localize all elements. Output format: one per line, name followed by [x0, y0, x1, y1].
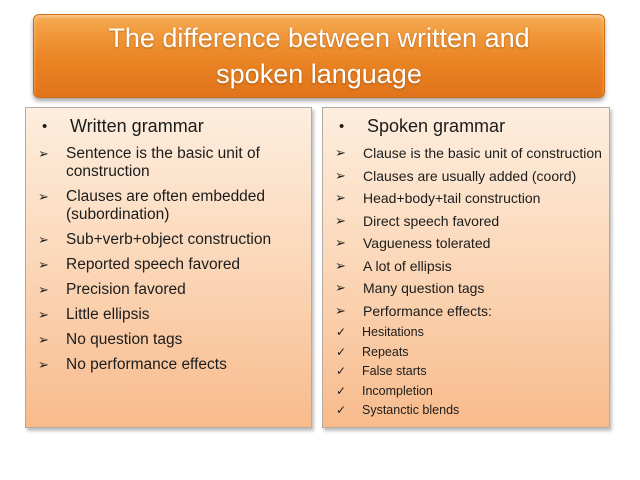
list-item — [331, 168, 605, 185]
column-heading-text: Spoken grammar — [367, 116, 506, 136]
list-item-text: Incompletion — [362, 383, 433, 398]
list-item — [34, 256, 307, 274]
arrow-bullet-icon: ➢ — [335, 167, 346, 183]
list-item-text: Hesitations — [362, 325, 424, 339]
check-icon: ✓ — [336, 344, 347, 359]
arrow-bullet-icon: ➢ — [335, 145, 346, 160]
arrow-bullet-icon: ➢ — [38, 307, 49, 322]
list-item — [331, 403, 605, 418]
list-item-text: No performance effects — [66, 356, 227, 373]
list-item-text: Clauses are usually added (coord) — [363, 167, 577, 184]
check-icon: ✓ — [336, 383, 347, 398]
list-item-text: Repeats — [362, 344, 409, 359]
check-icon: ✓ — [336, 364, 347, 378]
list-item-text: No question tags — [66, 331, 183, 348]
list-item-text: Head+body+tail construction — [363, 190, 541, 206]
list-item — [34, 281, 307, 299]
list-item — [331, 325, 605, 340]
column-heading — [34, 116, 307, 137]
list-item — [331, 235, 605, 252]
arrow-bullet-icon: ➢ — [38, 332, 49, 347]
list-item — [34, 331, 307, 349]
list-item-text: Clause is the basic unit of construction — [363, 145, 602, 161]
arrow-bullet-icon: ➢ — [38, 189, 49, 204]
list-item — [34, 145, 307, 181]
arrow-bullet-icon: ➢ — [38, 146, 49, 161]
slide-title-line-2: spoken language — [216, 59, 422, 89]
list-item — [331, 280, 605, 297]
list-item-text: Sub+verb+object construction — [66, 231, 272, 248]
bullet-icon: • — [339, 118, 345, 135]
list-item-text: Precision favored — [66, 281, 186, 298]
list-item — [331, 345, 605, 360]
arrow-bullet-icon: ➢ — [335, 302, 346, 318]
arrow-bullet-icon: ➢ — [335, 257, 346, 273]
list-item — [331, 258, 605, 275]
arrow-bullet-icon: ➢ — [335, 212, 346, 228]
check-icon: ✓ — [336, 403, 347, 417]
list-item — [34, 231, 307, 249]
list-item-text: Clauses are often embedded (subordination) — [66, 188, 266, 223]
list-item — [34, 356, 307, 374]
spoken-grammar-panel — [322, 107, 610, 428]
list-item — [34, 306, 307, 324]
column-heading — [331, 116, 605, 137]
check-icon: ✓ — [336, 325, 347, 339]
slide-title — [33, 14, 605, 98]
slide-title-line-1: The difference between written and — [108, 23, 530, 53]
arrow-bullet-icon: ➢ — [38, 257, 49, 272]
list-item-text: Systanctic blends — [362, 403, 460, 417]
list-item — [331, 364, 605, 379]
list-item-text: False starts — [362, 364, 427, 378]
arrow-bullet-icon: ➢ — [335, 235, 346, 250]
list-item-text: Performance effects: — [363, 302, 492, 319]
arrow-bullet-icon: ➢ — [38, 282, 49, 297]
arrow-bullet-icon: ➢ — [335, 280, 346, 295]
list-item-text: Direct speech favored — [363, 212, 500, 229]
list-item — [331, 384, 605, 399]
arrow-bullet-icon: ➢ — [38, 357, 49, 372]
list-item-text: Reported speech favored — [66, 256, 241, 273]
list-item-text: Little ellipsis — [66, 306, 150, 323]
list-item-text: A lot of ellipsis — [363, 257, 452, 274]
column-heading-text: Written grammar — [70, 116, 204, 136]
list-item-text: Many question tags — [363, 280, 485, 296]
list-item — [331, 190, 605, 207]
arrow-bullet-icon: ➢ — [38, 232, 49, 247]
list-item — [331, 145, 605, 162]
list-item — [331, 303, 605, 320]
list-item-text: Sentence is the basic unit of construction — [66, 145, 260, 180]
written-grammar-panel — [25, 107, 312, 428]
list-item-text: Vagueness tolerated — [363, 235, 491, 251]
bullet-icon: • — [42, 118, 48, 135]
arrow-bullet-icon: ➢ — [335, 190, 346, 205]
list-item — [331, 213, 605, 230]
list-item — [34, 188, 307, 224]
